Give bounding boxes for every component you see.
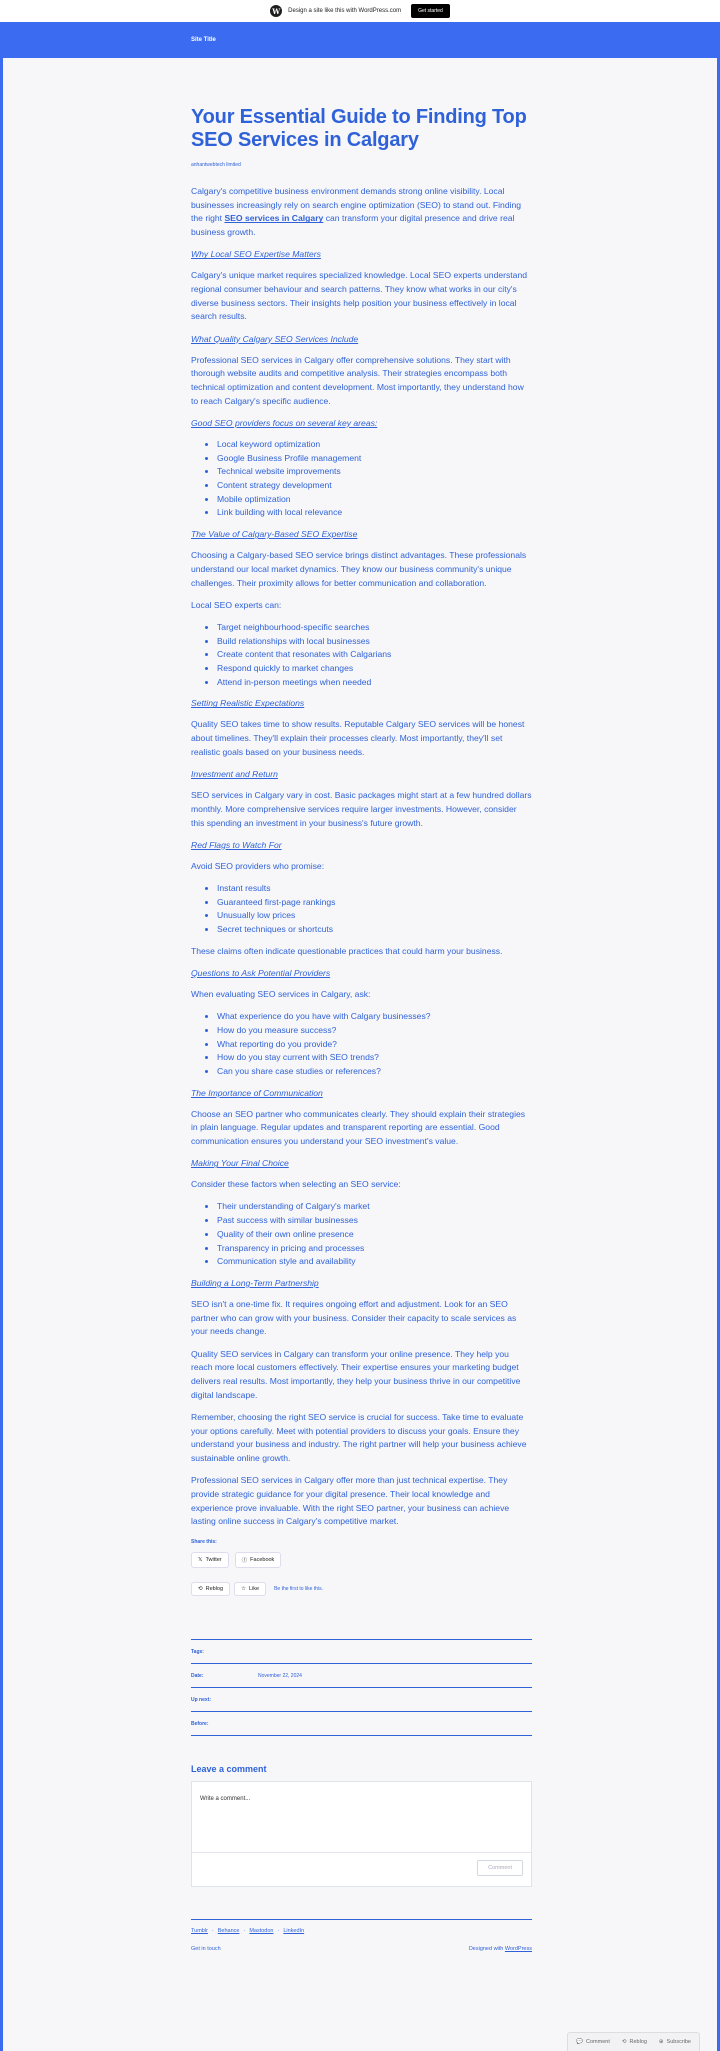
intro-paragraph: Calgary's competitive business environment demands strong online visibility. Local businesses increasingly rely on search engine optimization (SEO) to stand out. Finding the right SEO services in Calgary can transform your digital presence and drive real business growth. <box>191 186 522 238</box>
separator: · <box>211 1928 214 1935</box>
post-author[interactable]: anhantwebtech limited <box>191 162 241 168</box>
meta-tags: Tags: <box>191 1640 532 1664</box>
heading-expect: Setting Realistic Expectations <box>191 698 305 709</box>
heading-what: What Quality Calgary SEO Services Include <box>191 333 359 344</box>
list-item: • How do you measure success? <box>217 1024 532 1038</box>
heading-focus: Good SEO providers focus on several key areas: <box>191 417 378 428</box>
floating-action-bar <box>567 2032 700 2051</box>
paragraph-long-1: SEO isn't a one-time fix. It requires ongoing effort and adjustment. Look for an SEO partner who can grow with your business. Consider their capacity to scale services as your needs change. <box>191 1298 517 1337</box>
star-icon: ☆ <box>241 1586 246 1593</box>
like-row <box>191 1582 532 1596</box>
heading-invest: Investment and Return <box>191 769 278 780</box>
get-in-touch[interactable]: Get in touch <box>191 1946 221 1953</box>
share-buttons <box>191 1552 532 1568</box>
comment-input[interactable]: Write a comment... <box>200 1796 251 1803</box>
post-meta <box>191 1639 532 1736</box>
wordpress-logo-icon: W <box>270 5 282 17</box>
list-item: • Content strategy development <box>217 479 532 493</box>
paragraph-questions: When evaluating SEO services in Calgary, ask: <box>191 988 371 999</box>
heading-communication: The Importance of Communication <box>191 1087 323 1098</box>
list-item: • Secret techniques or shortcuts <box>217 923 532 937</box>
list-item: • Mobile optimization <box>217 493 532 507</box>
list-item: • Link building with local relevance <box>217 506 532 520</box>
separator: · <box>243 1928 246 1935</box>
action-subscribe-button[interactable]: ⊕ Subscribe <box>658 2039 691 2045</box>
heading-long-term: Building a Long-Term Partnership <box>191 1277 319 1288</box>
share-label: Share this: <box>191 1539 217 1546</box>
heading-questions: Questions to Ask Potential Providers <box>191 967 331 978</box>
footer-link-linkedin[interactable]: LinkedIn <box>283 1928 305 1935</box>
meta-before: Before: <box>191 1712 532 1736</box>
list-item: • Can you share case studies or references? <box>217 1065 532 1079</box>
list-item: • Attend in-person meetings when needed <box>217 676 532 690</box>
reblog-icon: ⟲ <box>621 2039 627 2045</box>
like-hint: Be the first to like this. <box>274 1586 323 1593</box>
subscribe-icon: ⊕ <box>658 2039 664 2045</box>
page-frame <box>0 22 720 2051</box>
comment-divider <box>192 1852 531 1853</box>
paragraph-why: Calgary's unique market requires specialized knowledge. Local SEO experts understand regional consumer behaviour and search patterns. They know what works in our city's diverse business sectors. Their insights help position your business effectively in local search results. <box>191 270 528 322</box>
list-item: • Create content that resonates with Calgarians <box>217 648 532 662</box>
action-reblog-button[interactable]: ⟲ Reblog <box>621 2039 647 2045</box>
post-title: Your Essential Guide to Finding Top SEO Services in Calgary <box>191 106 527 151</box>
designed-with: Designed with WordPress <box>468 1946 532 1953</box>
experts-list <box>191 621 532 690</box>
footer-social-links <box>191 1928 532 1934</box>
focus-list <box>191 438 532 520</box>
paragraph-what: Professional SEO services in Calgary offer comprehensive solutions. They start with thorough website audits and competitive analysis. Their strategies encompass both technical optimization and content development. Most importantly, they understand how to reach Calgary's specific audience. <box>191 354 524 406</box>
facebook-icon: ⓕ <box>241 1558 248 1565</box>
meta-date: Date: November 22, 2024 <box>191 1664 532 1688</box>
list-item: • Local keyword optimization <box>217 438 532 452</box>
facebook-share-button[interactable]: ⓕ Facebook <box>235 1552 282 1568</box>
list-item: • Their understanding of Calgary's market <box>217 1200 532 1214</box>
list-item: • Guaranteed first-page rankings <box>217 896 532 910</box>
twitter-icon: 𝕏 <box>198 1557 203 1564</box>
paragraph-expect: Quality SEO takes time to show results. Reputable Calgary SEO services will be honest about timelines. They'll explain their processes clearly. Most importantly, they'll set realistic goals based on your business needs. <box>191 719 525 757</box>
list-item: • Unusually low prices <box>217 909 532 923</box>
heading-value: The Value of Calgary-Based SEO Expertise <box>191 529 358 540</box>
paragraph-red-flags-after: These claims often indicate questionable practices that could harm your business. <box>191 945 503 956</box>
post-date[interactable]: November 22, 2024 <box>258 1672 302 1679</box>
seo-services-link[interactable]: SEO services in Calgary <box>224 213 324 224</box>
list-item: • Respond quickly to market changes <box>217 662 532 676</box>
list-item: • What experience do you have with Calgary businesses? <box>217 1010 532 1024</box>
comment-icon: 💬 <box>576 2039 584 2045</box>
paragraph-invest: SEO services in Calgary vary in cost. Basic packages might start at a few hundred dollars monthly. More comprehensive services require larger investments. However, consider this spending an investment in your business's future growth. <box>191 790 532 828</box>
paragraph-choice: Consider these factors when selecting an SEO service: <box>191 1179 401 1190</box>
site-header <box>0 22 720 58</box>
footer-link-behance[interactable]: Behance <box>217 1928 240 1935</box>
like-button[interactable]: ☆ Like <box>234 1582 266 1596</box>
list-item: • What reporting do you provide? <box>217 1038 532 1052</box>
choice-list <box>191 1200 532 1269</box>
comment-submit-button[interactable]: Comment <box>477 1860 523 1876</box>
list-item: • Instant results <box>217 882 532 896</box>
heading-red-flags: Red Flags to Watch For <box>191 839 282 850</box>
heading-choice: Making Your Final Choice <box>191 1158 289 1169</box>
questions-list <box>191 1010 532 1079</box>
site-title[interactable]: Site Title <box>191 37 216 43</box>
paragraph-experts: Local SEO experts can: <box>191 599 282 610</box>
red-flags-list <box>191 882 532 937</box>
comment-form <box>191 1781 532 1887</box>
footer-link-mastodon[interactable]: Mastodon <box>249 1928 274 1935</box>
list-item: • Google Business Profile management <box>217 452 532 466</box>
promo-text: Design a site like this with WordPress.com <box>288 8 402 14</box>
paragraph-long-2: Quality SEO services in Calgary can transform your online presence. They help you reach more local customers effectively. Their expertise ensures your marketing budget delivers real results. Most importantly, they help your business thrive in our competitive digital landscape. <box>191 1348 521 1400</box>
list-item: • Technical website improvements <box>217 465 532 479</box>
post-content <box>191 106 532 1952</box>
action-comment-button[interactable]: 💬 Comment <box>576 2039 610 2045</box>
paragraph-long-3: Remember, choosing the right SEO service is crucial for success. Take time to evaluate your options carefully. Meet with potential providers to discuss your goals. Ensure they understand your business and industry. The right partner will help your business achieve sustainable online growth. <box>191 1411 527 1463</box>
twitter-share-button[interactable]: 𝕏 Twitter <box>191 1552 229 1568</box>
list-item: • Communication style and availability <box>217 1255 532 1269</box>
footer-divider <box>191 1919 532 1920</box>
list-item: • How do you stay current with SEO trends? <box>217 1051 532 1065</box>
paragraph-red-flags: Avoid SEO providers who promise: <box>191 860 325 871</box>
list-item: • Target neighbourhood-specific searches <box>217 621 532 635</box>
paragraph-long-4: Professional SEO services in Calgary offer more than just technical expertise. They provide strategic guidance for your digital presence. Their local knowledge and experience prove invaluable. With the right SEO partner, your business can achieve lasting online success in Calgary's competitive market. <box>191 1475 510 1527</box>
promo-bar <box>0 0 720 22</box>
leave-comment-heading: Leave a comment <box>191 1764 267 1775</box>
list-item: • Build relationships with local businesses <box>217 635 532 649</box>
wordpress-link[interactable]: WordPress <box>504 1946 532 1953</box>
footer-bottom <box>191 1946 532 1952</box>
paragraph-value: Choosing a Calgary-based SEO service brings distinct advantages. These professionals understand our local market dynamics. They know our business community's unique challenges. Their proximity allows for better communication and collaboration. <box>191 550 527 588</box>
list-item: • Transparency in pricing and processes <box>217 1242 532 1256</box>
paragraph-communication: Choose an SEO partner who communicates clearly. They should explain their strategies in plain language. Regular updates and transparent reporting are essential. Good communication ensures you understand your SEO investment's value. <box>191 1108 526 1147</box>
footer-link-tumblr[interactable]: Tumblr <box>191 1928 208 1935</box>
get-started-button[interactable]: Get started <box>411 4 450 18</box>
reblog-button[interactable]: ⟲ Reblog <box>191 1582 230 1596</box>
list-item: • Quality of their own online presence <box>217 1228 532 1242</box>
page-body <box>3 58 717 2051</box>
heading-why: Why Local SEO Expertise Matters <box>191 249 321 260</box>
meta-up-next: Up next: <box>191 1688 532 1712</box>
list-item: • Past success with similar businesses <box>217 1214 532 1228</box>
reblog-icon: ⟲ <box>198 1586 203 1593</box>
separator: · <box>277 1928 280 1935</box>
